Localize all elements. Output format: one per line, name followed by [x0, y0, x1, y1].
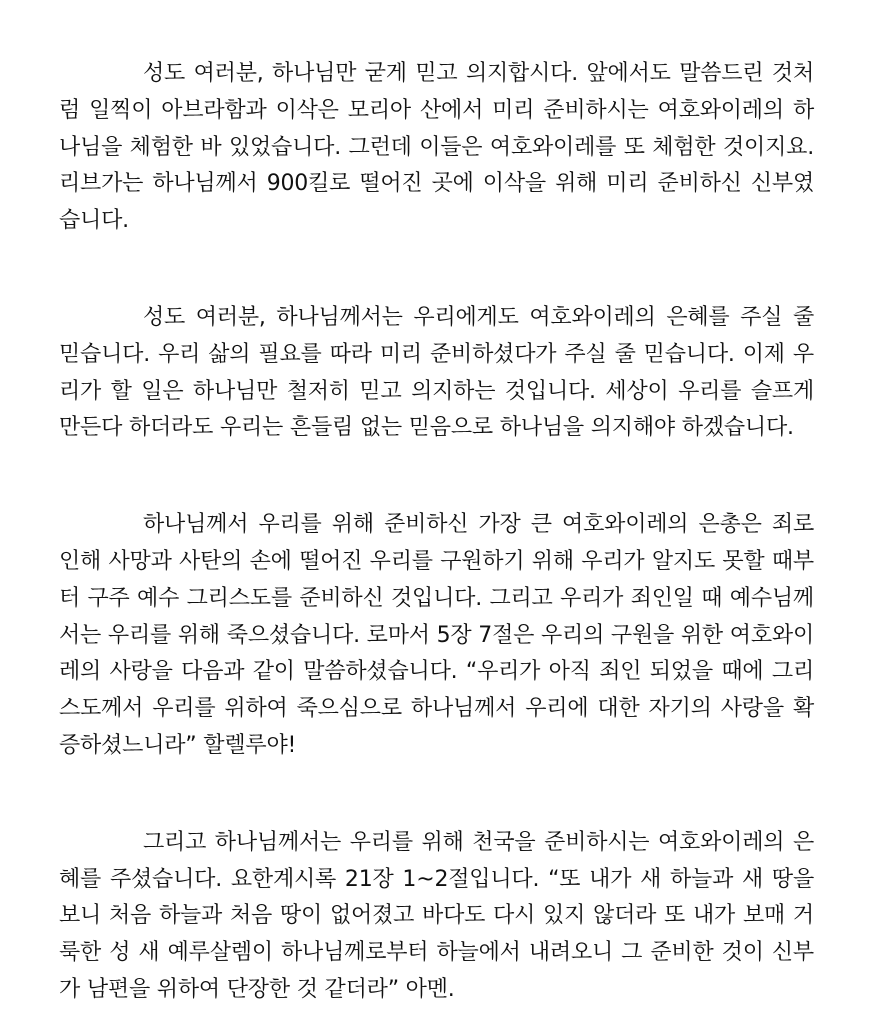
paragraph-3: 하나님께서 우리를 위해 준비하신 가장 큰 여호와이레의 은총은 죄로 인해 사망과 사탄의 손에 떨어진 우리를 구원하기 위해 우리가 알지도 못할 때부터 구주 예수 그리스도를 준비하신 것입니다. 그리고 우리가 죄인일 때 예수님께서는 우리를 위해 죽으셨습니다. 로마서 5장 7절은 우리의 구원을 위한 여호와이레의 사랑을 다음과 같이 말씀하셨습니다. “우리가 아직 죄인 되었을 때에 그리스도께서 우리를 위하여 죽으심으로 하나님께서 우리에 대한 자기의 사랑을 확증하셨느니라” 할렐루야! — [59, 512, 814, 758]
document-body — [59, 56, 814, 1009]
paragraph-gap — [59, 240, 814, 300]
paragraph-gap — [59, 447, 814, 507]
paragraph-gap — [59, 765, 814, 825]
paragraph-1: 성도 여러분, 하나님만 굳게 믿고 의지합시다. 앞에서도 말씀드린 것처럼 일찍이 아브라함과 이삭은 모리아 산에서 미리 준비하시는 여호와이레의 하나님을 체험한 바 있었습니다. 그런데 이들은 여호와이레를 또 체험한 것이지요. 리브가는 하나님께서 900킬로 떨어진 곳에 이삭을 위해 미리 준비하신 신부였습니다. — [59, 61, 814, 234]
paragraph-4: 그리고 하나님께서는 우리를 위해 천국을 준비하시는 여호와이레의 은혜를 주셨습니다. 요한계시록 21장 1~2절입니다. “또 내가 새 하늘과 새 땅을 보니 처음 하늘과 처음 땅이 없어졌고 바다도 다시 있지 않더라 또 내가 보매 거룩한 성 새 예루살렘이 하나님께로부터 하늘에서 내려오니 그 준비한 것이 신부가 남편을 위하여 단장한 것 같더라” 아멘. — [59, 829, 814, 1002]
paragraph-2: 성도 여러분, 하나님께서는 우리에게도 여호와이레의 은혜를 주실 줄 믿습니다. 우리 삶의 필요를 따라 미리 준비하셨다가 주실 줄 믿습니다. 이제 우리가 할 일은 하나님만 철저히 믿고 의지하는 것입니다. 세상이 우리를 슬프게 만든다 하더라도 우리는 흔들림 없는 믿음으로 하나님을 의지해야 하겠습니다. — [59, 304, 814, 441]
